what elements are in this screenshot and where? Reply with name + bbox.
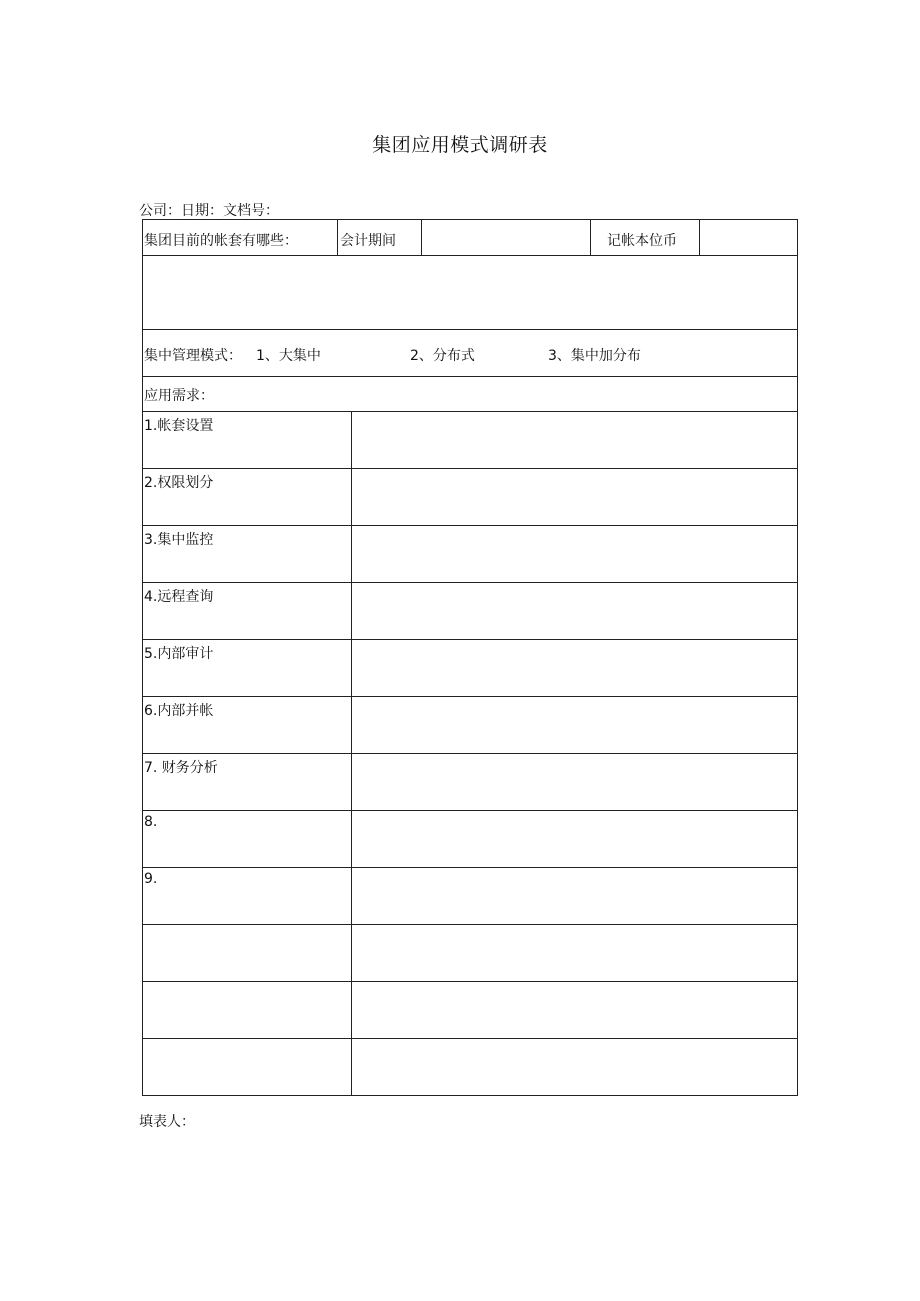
requirements-table — [142, 411, 798, 1096]
requirement-label: 5.内部审计 — [143, 640, 352, 697]
requirement-value[interactable] — [352, 469, 798, 526]
requirement-label: 8. — [143, 811, 352, 868]
requirement-label: 2.权限划分 — [143, 469, 352, 526]
mode-option-hybrid[interactable]: 3、集中加分布 — [548, 348, 641, 364]
table-row — [143, 754, 798, 811]
mode-option-distributed[interactable]: 2、分布式 — [410, 348, 475, 364]
accounts-question: 集团目前的帐套有哪些： — [144, 233, 298, 249]
divider — [699, 220, 700, 255]
form-title: 集团应用模式调研表 — [372, 134, 548, 156]
table-row — [143, 925, 798, 982]
requirement-label: 9. — [143, 868, 352, 925]
table-row — [143, 1039, 798, 1096]
requirement-label: 4.远程查询 — [143, 583, 352, 640]
requirement-value[interactable] — [352, 982, 798, 1039]
mode-option-centralized[interactable]: 1、大集中 — [256, 348, 321, 364]
table-row — [143, 868, 798, 925]
requirement-value[interactable] — [352, 754, 798, 811]
requirement-label: 3.集中监控 — [143, 526, 352, 583]
table-row — [143, 982, 798, 1039]
table-row — [143, 583, 798, 640]
divider — [337, 220, 338, 255]
requirement-label: 1.帐套设置 — [143, 412, 352, 469]
currency-label: 记帐本位币 — [607, 233, 677, 249]
requirement-label: 7. 财务分析 — [143, 754, 352, 811]
company-date-docno-line: 公司：日期：文档号： — [139, 203, 279, 219]
table-row — [143, 412, 798, 469]
requirement-label: 6.内部并帐 — [143, 697, 352, 754]
table-row — [143, 469, 798, 526]
divider — [421, 220, 422, 255]
requirement-value[interactable] — [352, 583, 798, 640]
requirement-value[interactable] — [352, 925, 798, 982]
requirement-value[interactable] — [352, 811, 798, 868]
table-row — [143, 811, 798, 868]
table-row — [143, 526, 798, 583]
accounts-section — [142, 219, 798, 330]
requirement-value[interactable] — [352, 412, 798, 469]
requirement-label — [143, 982, 352, 1039]
table-row — [143, 640, 798, 697]
requirement-value[interactable] — [352, 868, 798, 925]
accounting-period-label: 会计期间 — [340, 233, 396, 249]
filled-by-label: 填表人： — [139, 1114, 195, 1130]
requirements-header-row — [142, 376, 798, 412]
requirement-label — [143, 925, 352, 982]
divider — [590, 220, 591, 255]
requirement-value[interactable] — [352, 640, 798, 697]
accounts-header-row — [143, 220, 797, 256]
requirement-value[interactable] — [352, 1039, 798, 1096]
table-row — [143, 697, 798, 754]
requirement-value[interactable] — [352, 526, 798, 583]
requirement-label — [143, 1039, 352, 1096]
requirements-header: 应用需求： — [144, 388, 214, 404]
requirement-value[interactable] — [352, 697, 798, 754]
management-mode-label: 集中管理模式： — [144, 348, 242, 364]
management-mode-section — [142, 329, 798, 377]
